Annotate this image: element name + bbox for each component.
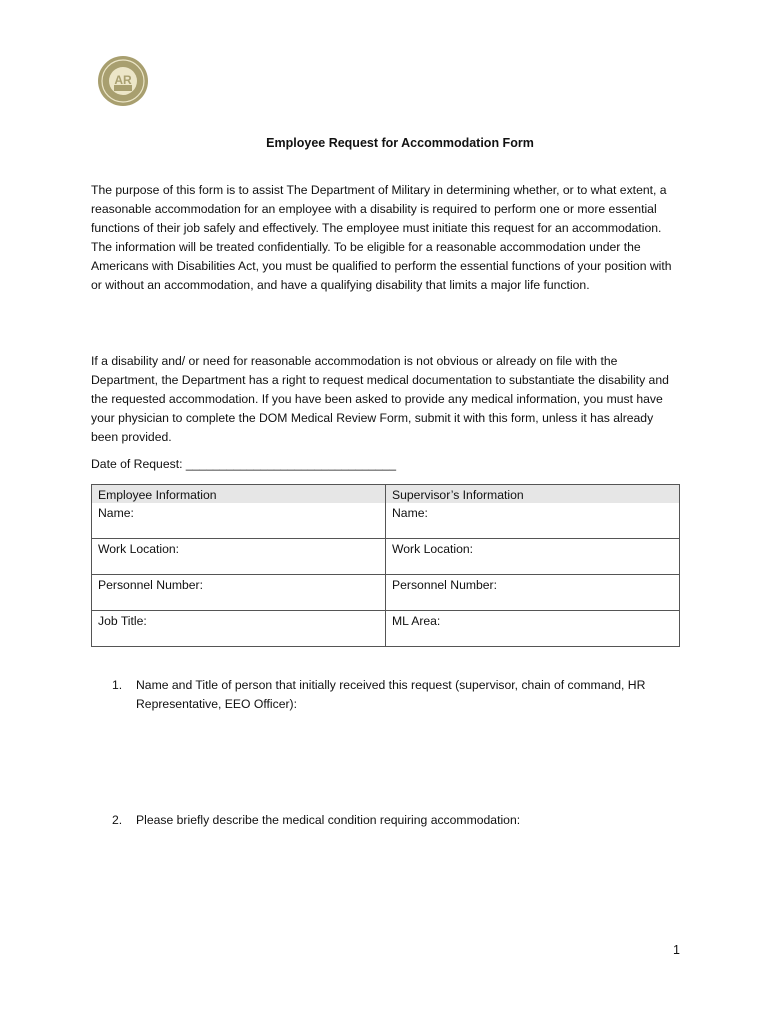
supervisor-work-location-field[interactable]: Work Location:: [386, 539, 680, 575]
supervisor-information-header: Supervisor’s Information: [386, 485, 680, 504]
supervisor-personnel-number-field[interactable]: Personnel Number:: [386, 575, 680, 611]
date-of-request-label: Date of Request:: [91, 457, 183, 471]
form-title: Employee Request for Accommodation Form: [266, 136, 534, 150]
employee-job-title-field[interactable]: Job Title:: [92, 611, 386, 647]
question-1-number: 1.: [112, 678, 123, 692]
question-2-text: Please briefly describe the medical condition requiring accommodation:: [136, 813, 521, 827]
employee-personnel-number-field[interactable]: Personnel Number:: [92, 575, 386, 611]
information-table: [91, 484, 680, 647]
employee-name-field[interactable]: Name:: [92, 503, 386, 539]
medical-documentation-paragraph: If a disability and/ or need for reasonable accommodation is not obvious or already on file with the Department, the Department has a right to request medical documentation to substantiate the disability and the requested accommodation. If you have been asked to provide any medical information, you must have your physician to complete the DOM Medical Review Form, submit it with this form, unless it has already been provided.: [91, 354, 669, 444]
question-1-text: Name and Title of person that initially received this request (supervisor, chain of command, HR Representative, EEO Officer):: [136, 678, 646, 711]
department-seal-logo: [97, 55, 149, 107]
date-of-request: [91, 457, 396, 471]
employee-work-location-field[interactable]: Work Location:: [92, 539, 386, 575]
logo-text: AR: [114, 73, 132, 87]
supervisor-name-field[interactable]: Name:: [386, 503, 680, 539]
question-2-number: 2.: [112, 813, 123, 827]
page-number: 1: [673, 943, 680, 957]
purpose-paragraph: The purpose of this form is to assist The Department of Military in determining whether, or to what extent, a reasonable accommodation for an employee with a disability is required to perform one or more essential functions of their job safely and effectively. The employee must initiate this request for an accommodation. The information will be treated confidentially. To be eligible for a reasonable accommodation under the Americans with Disabilities Act, you must be qualified to perform the essential functions of your position with or without an accommodation, and have a qualifying disability that limits a major life function.: [91, 183, 672, 292]
supervisor-ml-area-field[interactable]: ML Area:: [386, 611, 680, 647]
date-of-request-field[interactable]: _______________________________: [185, 457, 396, 471]
employee-information-header: Employee Information: [92, 485, 386, 504]
